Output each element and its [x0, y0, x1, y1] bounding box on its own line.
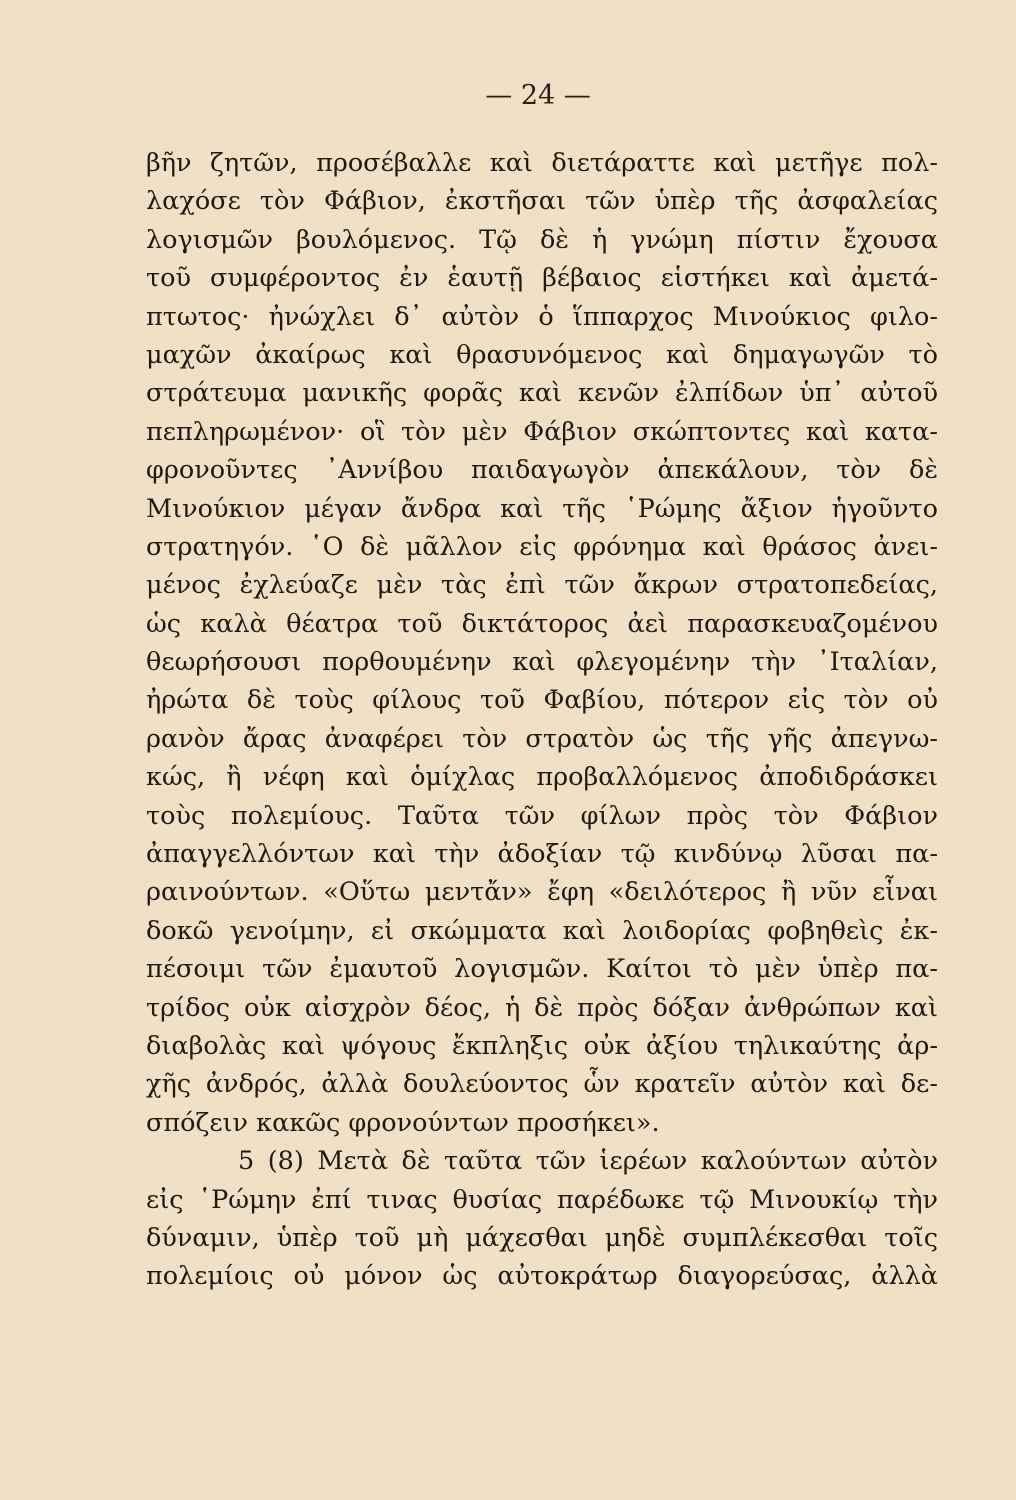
section-start-line: 5 (8) Μετὰ δὲ ταῦτα τῶν ἱερέων καλούντων αὐτὸν [238, 1146, 938, 1177]
text-line: πεπληρωμένον· οἳ τὸν μὲν Φάβιον σκώπτοντες καὶ κατα- [146, 416, 938, 447]
text-line: πολεμίοις οὐ μόνον ὡς αὐτοκράτωρ διαγορεύσας, ἀλλὰ [146, 1261, 938, 1292]
text-line: χῆς ἀνδρός, ἀλλὰ δουλεύοντος ὧν κρατεῖν αὐτὸν καὶ δε- [146, 1069, 938, 1100]
text-line: πτωτος· ἠνώχλει δ᾿ αὐτὸν ὁ ἵππαρχος Μινούκιος φιλο- [146, 301, 938, 332]
text-line: τοῦ συμφέροντος ἐν ἑαυτῇ βέβαιος εἱστήκει καὶ ἀμετά- [146, 263, 938, 294]
text-line: λογισμῶν βουλόμενος. Τῷ δὲ ἡ γνώμη πίστιν ἔχουσα [146, 224, 938, 255]
text-line: δύναμιν, ὑπὲρ τοῦ μὴ μάχεσθαι μηδὲ συμπλέκεσθαι τοῖς [146, 1222, 938, 1253]
text-line: ἠρώτα δὲ τοὺς φίλους τοῦ Φαβίου, πότερον εἰς τὸν οὐ [146, 685, 938, 716]
text-line: ραινούντων. «Οὕτω μεντἄν» ἔφη «δειλότερος ἢ νῦν εἶναι [146, 877, 938, 908]
paragraph-end-line: σπόζειν κακῶς φρονούντων προσήκει». [146, 1107, 660, 1138]
text-line: στρατηγόν. ῾Ο δὲ μᾶλλον εἰς φρόνημα καὶ θράσος ἀνει- [146, 531, 938, 562]
page-number: — 24 — [485, 80, 591, 111]
text-line: πέσοιμι τῶν ἐμαυτοῦ λογισμῶν. Καίτοι τὸ μὲν ὑπὲρ πα- [146, 954, 938, 985]
text-line: ρανὸν ἄρας ἀναφέρει τὸν στρατὸν ὡς τῆς γῆς ἀπεγνω- [146, 723, 938, 754]
body-text [146, 144, 938, 1296]
text-line: διαβολὰς καὶ ψόγους ἔκπληξις οὐκ ἀξίου τηλικαύτης ἀρ- [146, 1030, 938, 1061]
text-line: Μινούκιον μέγαν ἄνδρα καὶ τῆς ῾Ρώμης ἄξιον ἡγοῦντο [146, 493, 938, 524]
text-line: ἀπαγγελλόντων καὶ τὴν ἀδοξίαν τῷ κινδύνῳ λῦσαι πα- [146, 839, 938, 870]
text-line: μαχῶν ἀκαίρως καὶ θρασυνόμενος καὶ δημαγωγῶν τὸ [146, 339, 938, 370]
text-line: τρίδος οὐκ αἰσχρὸν δέος, ἡ δὲ πρὸς δόξαν ἀνθρώπων καὶ [146, 992, 938, 1023]
text-line: φρονοῦντες ᾿Αννίβου παιδαγωγὸν ἀπεκάλουν, τὸν δὲ [146, 455, 938, 486]
text-line: μένος ἐχλεύαζε μὲν τὰς ἐπὶ τῶν ἄκρων στρατοπεδείας, [146, 570, 938, 601]
text-line: στράτευμα μανικῆς φορᾶς καὶ κενῶν ἐλπίδων ὑπ᾿ αὐτοῦ [146, 378, 938, 409]
text-line: κώς, ἢ νέφη καὶ ὁμίχλας προβαλλόμενος ἀποδιδράσκει [146, 762, 938, 793]
text-line: εἰς ῾Ρώμην ἐπί τινας θυσίας παρέδωκε τῷ Μινουκίῳ τὴν [146, 1184, 938, 1215]
text-line: τοὺς πολεμίους. Ταῦτα τῶν φίλων πρὸς τὸν Φάβιον [146, 800, 938, 831]
text-line: θεωρήσουσι πορθουμένην καὶ φλεγομένην τὴν ᾿Ιταλίαν, [146, 647, 938, 678]
text-line: βῆν ζητῶν, προσέβαλλε καὶ διετάραττε καὶ μετῆγε πολ- [146, 148, 938, 178]
text-line: ὡς καλὰ θέατρα τοῦ δικτάτορος ἀεὶ παρασκευαζομένου [146, 608, 938, 639]
text-line: δοκῶ γενοίμην, εἰ σκώμματα καὶ λοιδορίας φοβηθεὶς ἐκ- [146, 915, 938, 946]
text-line: λαχόσε τὸν Φάβιον, ἐκστῆσαι τῶν ὑπὲρ τῆς ἀσφαλείας [146, 186, 938, 217]
